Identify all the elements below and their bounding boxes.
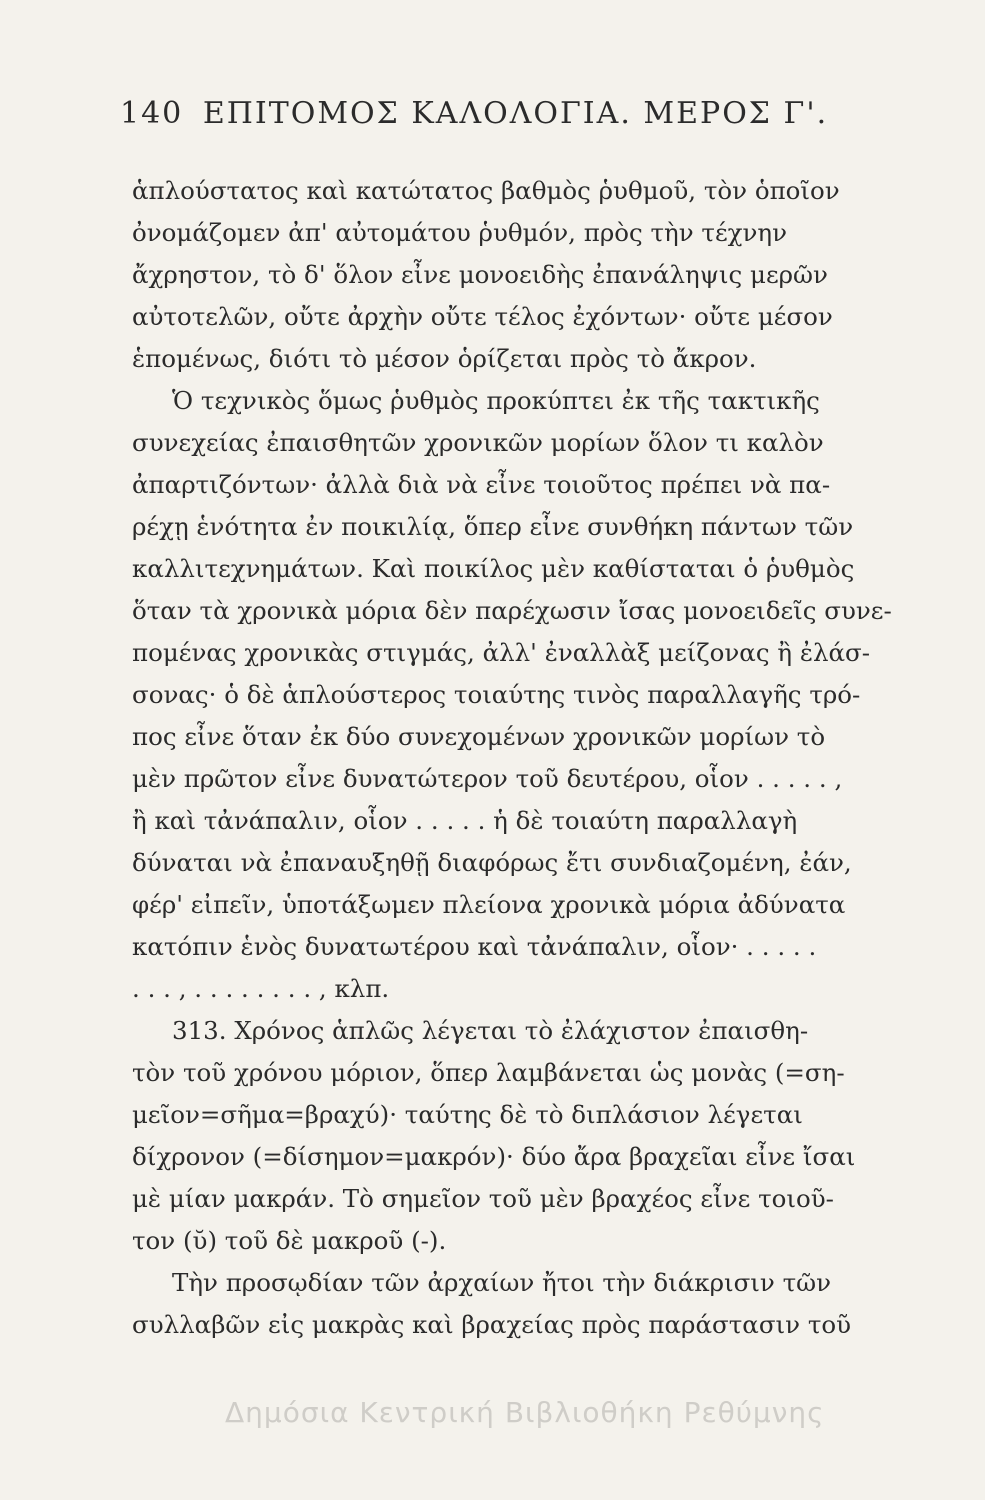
text-line: καλλιτεχνημάτων. Καὶ ποικίλος μὲν καθίσταται ὁ ῥυθμὸς <box>132 554 855 583</box>
text-line: ἀπαρτιζόντων· ἀλλὰ διὰ νὰ εἶνε τοιοῦτος πρέπει νὰ πα- <box>132 470 831 499</box>
text-line: 313. Χρόνος ἁπλῶς λέγεται τὸ ἐλάχιστον ἐπαισθη- <box>172 1016 809 1045</box>
text-line: κατόπιν ἑνὸς δυνατωτέρου καὶ τἀνάπαλιν, οἷον· . . . . . <box>132 932 817 961</box>
text-line: συνεχείας ἐπαισθητῶν χρονικῶν μορίων ὅλον τι καλὸν <box>132 428 824 457</box>
text-line: ρέχῃ ἑνότητα ἐν ποικιλίᾳ, ὅπερ εἶνε συνθήκη πάντων τῶν <box>132 512 854 541</box>
page-number: 140 <box>120 96 184 131</box>
text-line: φέρ' εἰπεῖν, ὑποτάξωμεν πλείονα χρονικὰ μόρια ἀδύνατα <box>132 890 846 919</box>
running-title: ΕΠΙΤΟΜΟΣ ΚΑΛΟΛΟΓΙΑ. ΜΕΡΟΣ Γ'. <box>202 96 829 131</box>
text-line: μὲν πρῶτον εἶνε δυνατώτερον τοῦ δευτέρου, οἷον . . . . . , <box>132 764 843 793</box>
text-line: δίχρονον (=δίσημον=μακρόν)· δύο ἄρα βραχεῖαι εἶνε ἴσαι <box>132 1142 856 1171</box>
running-header <box>120 96 828 131</box>
text-line: ἁπλούστατος καὶ κατώτατος βαθμὸς ῥυθμοῦ, τὸν ὁποῖον <box>132 176 840 205</box>
text-line: σονας· ὁ δὲ ἁπλούστερος τοιαύτης τινὸς παραλλαγῆς τρό- <box>132 680 861 709</box>
text-line: ἑπομένως, διότι τὸ μέσον ὁρίζεται πρὸς τὸ ἄκρον. <box>132 344 757 373</box>
text-line: ἢ καὶ τἀνάπαλιν, οἷον . . . . . ἡ δὲ τοιαύτη παραλλαγὴ <box>132 806 798 835</box>
text-line: . . . , . . . . . . . . , κλπ. <box>132 974 390 1003</box>
text-line: Ὁ τεχνικὸς ὅμως ῥυθμὸς προκύπτει ἐκ τῆς τακτικῆς <box>172 386 820 415</box>
text-line: μεῖον=σῆμα=βραχύ)· ταύτης δὲ τὸ διπλάσιον λέγεται <box>132 1100 803 1129</box>
text-line: πος εἶνε ὅταν ἐκ δύο συνεχομένων χρονικῶν μορίων τὸ <box>132 722 826 751</box>
text-line: δύναται νὰ ἐπαναυξηθῇ διαφόρως ἔτι συνδιαζομένη, ἐάν, <box>132 848 852 877</box>
text-line: ἄχρηστον, τὸ δ' ὅλον εἶνε μονοειδὴς ἐπανάληψις μερῶν <box>132 260 828 289</box>
text-line: αὐτοτελῶν, οὔτε ἀρχὴν οὔτε τέλος ἐχόντων· οὔτε μέσον <box>132 302 833 331</box>
library-watermark: Δημόσια Κεντρική Βιβλιοθήκη Ρεθύμνης <box>225 1396 825 1429</box>
text-line: συλλαβῶν εἰς μακρὰς καὶ βραχείας πρὸς παράστασιν τοῦ <box>132 1310 852 1339</box>
text-line: πομένας χρονικὰς στιγμάς, ἀλλ' ἐναλλὰξ μείζονας ἢ ἐλάσ- <box>132 638 871 667</box>
text-line: μὲ μίαν μακράν. Τὸ σημεῖον τοῦ μὲν βραχέος εἶνε τοιοῦ- <box>132 1184 834 1213</box>
text-line: τον (ῠ) τοῦ δὲ μακροῦ (-). <box>132 1226 447 1255</box>
text-line: ὀνομάζομεν ἀπ' αὐτομάτου ῥυθμόν, πρὸς τὴν τέχνην <box>132 218 787 247</box>
body-text <box>132 170 962 1346</box>
text-line: τὸν τοῦ χρόνου μόριον, ὅπερ λαμβάνεται ὡς μονὰς (=ση- <box>132 1058 845 1087</box>
text-line: Τὴν προσῳδίαν τῶν ἀρχαίων ἤτοι τὴν διάκρισιν τῶν <box>172 1268 832 1297</box>
text-line: ὅταν τὰ χρονικὰ μόρια δὲν παρέχωσιν ἴσας μονοειδεῖς συνε- <box>132 596 892 625</box>
